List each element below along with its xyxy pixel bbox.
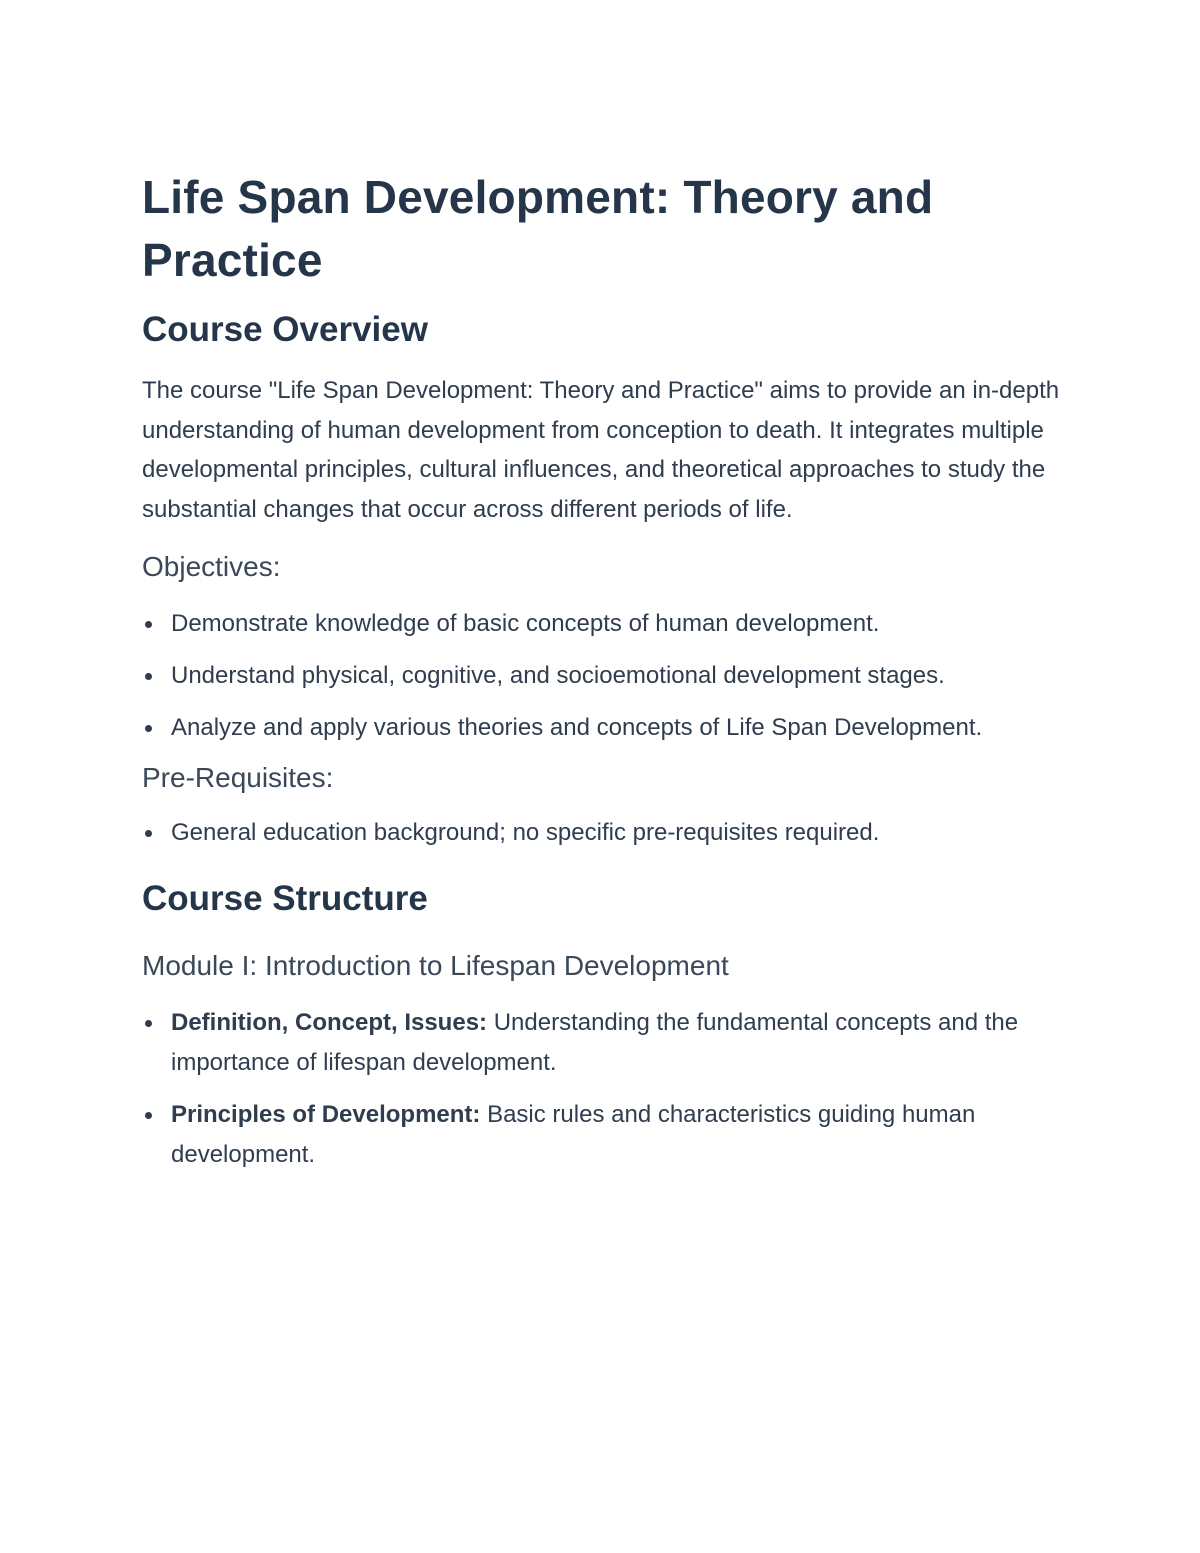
module-item-term: Principles of Development: <box>171 1101 481 1128</box>
section-heading-course-structure: Course Structure <box>142 879 428 918</box>
module-item-term: Definition, Concept, Issues: <box>171 1009 488 1036</box>
overview-paragraph: The course "Life Span Development: Theory and Practice" aims to provide an in-depth understanding of human development from conception to death. It integrates multiple developmental principles, cultural influences, and theoretical approaches to study the substantial changes that occur across different periods of life. <box>142 377 1060 523</box>
module-heading: Module I: Introduction to Lifespan Development <box>142 950 729 981</box>
bullet-icon <box>145 725 152 732</box>
module-item-text: Basic rules and characteristics guiding human development. <box>171 1101 976 1168</box>
objective-text: Demonstrate knowledge of basic concepts of human development. <box>171 610 880 637</box>
prerequisites-heading: Pre-Requisites: <box>142 762 334 793</box>
page-title: Life Span Development: Theory and Practice <box>142 171 934 286</box>
list-item <box>142 708 1060 748</box>
bullet-icon <box>145 1020 152 1027</box>
objectives-list <box>142 604 1060 748</box>
bullet-icon <box>145 621 152 628</box>
module-item-text: Understanding the fundamental concepts and the importance of lifespan development. <box>171 1009 1019 1076</box>
module-items-list <box>142 1003 1060 1175</box>
objectives-heading: Objectives: <box>142 551 281 582</box>
list-item <box>142 1095 1060 1175</box>
objective-text: Analyze and apply various theories and concepts of Life Span Development. <box>171 714 983 741</box>
bullet-icon <box>145 673 152 680</box>
list-item <box>142 604 1060 644</box>
prerequisites-list <box>142 813 1060 853</box>
list-item <box>142 1003 1060 1083</box>
bullet-icon <box>145 1112 152 1119</box>
bullet-icon <box>145 830 152 837</box>
section-heading-course-overview: Course Overview <box>142 310 428 349</box>
list-item <box>142 656 1060 696</box>
objective-text: Understand physical, cognitive, and socioemotional development stages. <box>171 662 945 689</box>
prerequisite-text: General education background; no specific pre-requisites required. <box>171 819 880 846</box>
list-item <box>142 813 1060 853</box>
